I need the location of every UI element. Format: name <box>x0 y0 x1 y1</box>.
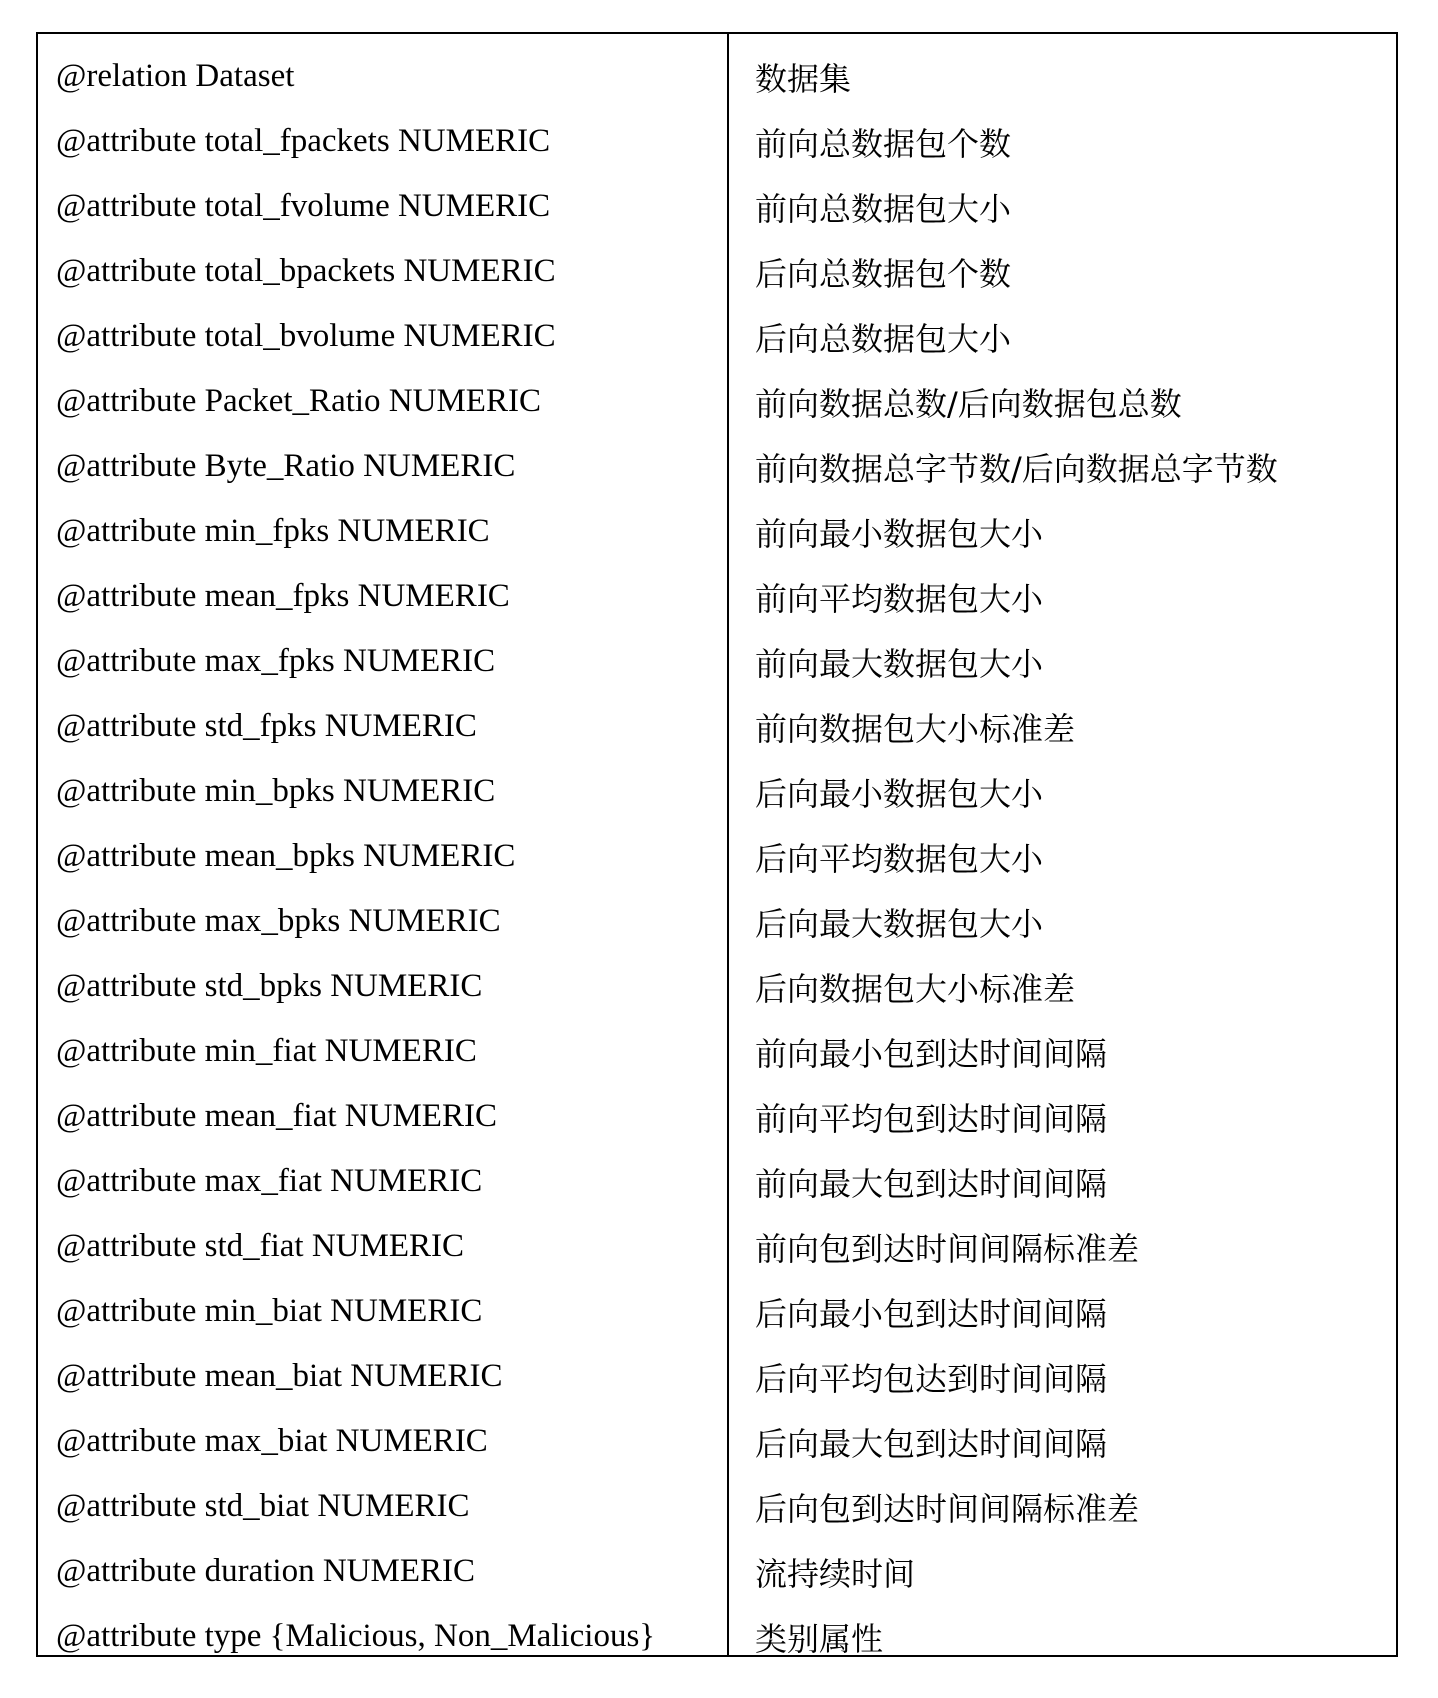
attribute-cell: @attribute min_biat NUMERIC <box>56 1293 483 1329</box>
table-row <box>38 889 1396 954</box>
description-cell: 后向最小包到达时间间隔 <box>755 1294 1108 1333</box>
table-row <box>38 694 1396 759</box>
description-cell: 后向最小数据包大小 <box>755 774 1044 813</box>
description-cell: 前向包到达时间间隔标准差 <box>755 1229 1140 1268</box>
description-cell: 前向最大数据包大小 <box>755 644 1044 683</box>
description-cell: 前向总数据包大小 <box>755 189 1012 228</box>
table-row <box>38 1539 1396 1604</box>
table-row <box>38 824 1396 889</box>
description-cell: 前向最小包到达时间间隔 <box>755 1034 1108 1073</box>
description-cell: 前向数据总数/后向数据包总数 <box>755 384 1182 423</box>
description-cell: 前向数据包大小标准差 <box>755 709 1076 748</box>
table-row <box>38 954 1396 1019</box>
attribute-cell: @attribute std_bpks NUMERIC <box>56 968 483 1004</box>
attribute-cell: @attribute duration NUMERIC <box>56 1553 475 1589</box>
table-row <box>38 1604 1396 1669</box>
description-cell: 后向平均数据包大小 <box>755 839 1044 878</box>
table-row <box>38 239 1396 304</box>
description-cell: 后向最大数据包大小 <box>755 904 1044 943</box>
table-row <box>38 564 1396 629</box>
description-cell: 前向数据总字节数/后向数据总字节数 <box>755 449 1278 488</box>
attribute-cell: @attribute max_fpks NUMERIC <box>56 643 496 679</box>
description-cell: 后向数据包大小标准差 <box>755 969 1076 1008</box>
table-row <box>38 1149 1396 1214</box>
description-cell: 前向总数据包个数 <box>755 124 1012 163</box>
table-row <box>38 1084 1396 1149</box>
attribute-cell: @attribute type {Malicious, Non_Malicious} <box>56 1618 656 1654</box>
attribute-cell: @attribute Packet_Ratio NUMERIC <box>56 383 541 419</box>
attribute-cell: @attribute mean_bpks NUMERIC <box>56 838 516 874</box>
table-row <box>38 109 1396 174</box>
table-row <box>38 434 1396 499</box>
description-cell: 类别属性 <box>755 1619 884 1658</box>
table-row <box>38 499 1396 564</box>
table-row <box>38 1214 1396 1279</box>
table-row <box>38 304 1396 369</box>
description-cell: 后向包到达时间间隔标准差 <box>755 1489 1140 1528</box>
table-row <box>38 1409 1396 1474</box>
description-cell: 前向平均数据包大小 <box>755 579 1044 618</box>
attribute-cell: @attribute min_bpks NUMERIC <box>56 773 496 809</box>
description-cell: 数据集 <box>755 59 852 98</box>
attribute-cell: @attribute max_biat NUMERIC <box>56 1423 488 1459</box>
attribute-cell: @attribute mean_fiat NUMERIC <box>56 1098 497 1134</box>
attribute-cell: @attribute max_fiat NUMERIC <box>56 1163 483 1199</box>
attribute-cell: @attribute total_bvolume NUMERIC <box>56 318 556 354</box>
table-row <box>38 174 1396 239</box>
table-row <box>38 1474 1396 1539</box>
table-body <box>38 44 1396 1669</box>
attribute-cell: @attribute max_bpks NUMERIC <box>56 903 501 939</box>
description-cell: 后向最大包到达时间间隔 <box>755 1424 1108 1463</box>
attribute-cell: @attribute mean_biat NUMERIC <box>56 1358 503 1394</box>
attribute-cell: @attribute std_fpks NUMERIC <box>56 708 477 744</box>
description-cell: 后向总数据包大小 <box>755 319 1012 358</box>
table-row <box>38 629 1396 694</box>
table-row <box>38 369 1396 434</box>
description-cell: 后向总数据包个数 <box>755 254 1012 293</box>
attribute-cell: @relation Dataset <box>56 58 295 94</box>
table-row <box>38 1344 1396 1409</box>
description-cell: 前向最小数据包大小 <box>755 514 1044 553</box>
table-row <box>38 759 1396 824</box>
table-row <box>38 44 1396 109</box>
attribute-cell: @attribute min_fpks NUMERIC <box>56 513 490 549</box>
table-row <box>38 1279 1396 1344</box>
description-cell: 流持续时间 <box>755 1554 916 1593</box>
attribute-cell: @attribute mean_fpks NUMERIC <box>56 578 510 614</box>
attribute-table <box>36 32 1398 1657</box>
description-cell: 前向平均包到达时间间隔 <box>755 1099 1108 1138</box>
attribute-cell: @attribute std_fiat NUMERIC <box>56 1228 465 1264</box>
description-cell: 前向最大包到达时间间隔 <box>755 1164 1108 1203</box>
attribute-cell: @attribute std_biat NUMERIC <box>56 1488 470 1524</box>
attribute-cell: @attribute min_fiat NUMERIC <box>56 1033 477 1069</box>
description-cell: 后向平均包达到时间间隔 <box>755 1359 1108 1398</box>
attribute-cell: @attribute Byte_Ratio NUMERIC <box>56 448 516 484</box>
attribute-cell: @attribute total_bpackets NUMERIC <box>56 253 556 289</box>
attribute-cell: @attribute total_fpackets NUMERIC <box>56 123 551 159</box>
attribute-cell: @attribute total_fvolume NUMERIC <box>56 188 551 224</box>
table-row <box>38 1019 1396 1084</box>
